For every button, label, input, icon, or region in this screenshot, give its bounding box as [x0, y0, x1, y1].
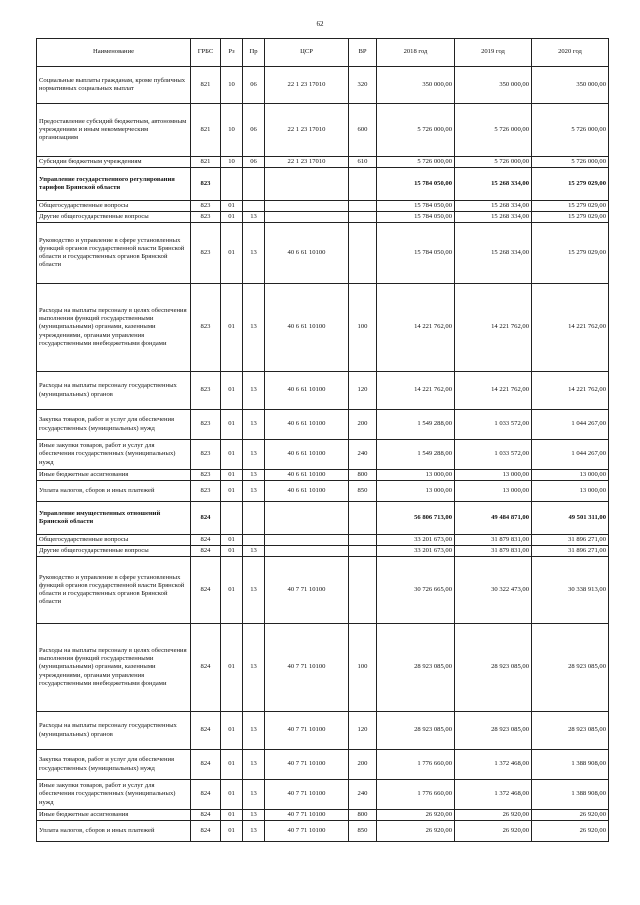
row-vr	[349, 168, 377, 201]
row-2020: 13 000,00	[532, 481, 609, 502]
row-csr: 40 7 71 10100	[265, 624, 349, 712]
table-row	[37, 712, 609, 750]
row-pr	[243, 201, 265, 212]
row-name: Субсидии бюджетным учреждениям	[37, 157, 191, 168]
row-grbs: 824	[191, 557, 221, 624]
row-vr: 850	[349, 821, 377, 842]
row-name: Управление имущественных отношений Брянской области	[37, 502, 191, 535]
row-csr: 40 6 61 10100	[265, 372, 349, 410]
row-2020: 15 279 029,00	[532, 223, 609, 284]
table-row	[37, 410, 609, 440]
row-2018: 14 221 762,00	[377, 372, 455, 410]
row-grbs: 824	[191, 750, 221, 780]
row-vr: 850	[349, 481, 377, 502]
row-2018: 1 776 660,00	[377, 780, 455, 810]
row-csr: 40 6 61 10100	[265, 470, 349, 481]
row-2019: 31 879 831,00	[455, 535, 532, 546]
row-name: Предоставление субсидий бюджетным, автономным учреждениям и иным некоммерческим организациям	[37, 104, 191, 157]
row-rz: 01	[221, 821, 243, 842]
table-row	[37, 470, 609, 481]
table-row	[37, 557, 609, 624]
row-2018: 33 201 673,00	[377, 546, 455, 557]
row-pr: 06	[243, 104, 265, 157]
row-grbs: 823	[191, 223, 221, 284]
row-2018: 28 923 085,00	[377, 712, 455, 750]
row-pr: 13	[243, 712, 265, 750]
row-2018: 30 726 665,00	[377, 557, 455, 624]
row-rz: 01	[221, 201, 243, 212]
row-rz: 01	[221, 372, 243, 410]
row-vr	[349, 546, 377, 557]
row-grbs: 821	[191, 67, 221, 104]
row-2018: 14 221 762,00	[377, 284, 455, 372]
row-pr: 13	[243, 821, 265, 842]
row-2019: 15 268 334,00	[455, 168, 532, 201]
row-vr: 800	[349, 810, 377, 821]
row-pr: 13	[243, 481, 265, 502]
row-grbs: 823	[191, 372, 221, 410]
row-csr	[265, 201, 349, 212]
table-row	[37, 546, 609, 557]
row-vr: 240	[349, 440, 377, 470]
row-2018: 28 923 085,00	[377, 624, 455, 712]
row-name: Закупка товаров, работ и услуг для обеспечения государственных (муниципальных) нужд	[37, 410, 191, 440]
row-rz: 01	[221, 440, 243, 470]
row-2018: 1 549 288,00	[377, 410, 455, 440]
row-2019: 13 000,00	[455, 481, 532, 502]
row-2018: 13 000,00	[377, 481, 455, 502]
row-csr: 40 6 61 10100	[265, 410, 349, 440]
row-name: Другие общегосударственные вопросы	[37, 212, 191, 223]
row-grbs: 823	[191, 481, 221, 502]
row-vr	[349, 201, 377, 212]
row-vr: 100	[349, 284, 377, 372]
row-2020: 5 726 000,00	[532, 157, 609, 168]
row-2018: 26 920,00	[377, 810, 455, 821]
row-name: Расходы на выплаты персоналу в целях обеспечения выполнения функций государственными (муниципальными) органами, казенными учреждениями, органами управления государственными внебюджетными фондами	[37, 284, 191, 372]
row-2019: 31 879 831,00	[455, 546, 532, 557]
row-rz: 01	[221, 212, 243, 223]
row-csr: 40 6 61 10100	[265, 284, 349, 372]
row-pr: 06	[243, 67, 265, 104]
row-vr: 120	[349, 372, 377, 410]
row-rz: 01	[221, 712, 243, 750]
row-vr	[349, 212, 377, 223]
row-2018: 33 201 673,00	[377, 535, 455, 546]
row-grbs: 824	[191, 780, 221, 810]
row-pr: 13	[243, 440, 265, 470]
row-rz: 01	[221, 546, 243, 557]
row-csr	[265, 212, 349, 223]
row-2020: 28 923 085,00	[532, 712, 609, 750]
row-vr: 610	[349, 157, 377, 168]
table-row	[37, 67, 609, 104]
header-name: Наименование	[37, 39, 191, 67]
row-name: Другие общегосударственные вопросы	[37, 546, 191, 557]
header-row	[37, 39, 609, 67]
row-2018: 5 726 000,00	[377, 157, 455, 168]
row-name: Расходы на выплаты персоналу в целях обеспечения выполнения функций государственными (муниципальными) органами, казенными учреждениями, органами управления государственными внебюджетными фондами	[37, 624, 191, 712]
budget-table	[36, 38, 609, 842]
row-name: Иные закупки товаров, работ и услуг для обеспечения государственных (муниципальных) нужд	[37, 440, 191, 470]
row-vr: 800	[349, 470, 377, 481]
row-rz: 01	[221, 481, 243, 502]
row-2020: 31 896 271,00	[532, 546, 609, 557]
row-vr: 320	[349, 67, 377, 104]
row-csr: 22 1 23 17010	[265, 104, 349, 157]
row-name: Уплата налогов, сборов и иных платежей	[37, 481, 191, 502]
row-csr: 40 7 71 10100	[265, 750, 349, 780]
row-grbs: 824	[191, 535, 221, 546]
row-grbs: 824	[191, 821, 221, 842]
row-2020: 5 726 000,00	[532, 104, 609, 157]
row-pr: 13	[243, 750, 265, 780]
header-grbs: ГРБС	[191, 39, 221, 67]
row-2018: 5 726 000,00	[377, 104, 455, 157]
row-name: Управление государственного регулирования тарифов Брянской области	[37, 168, 191, 201]
row-grbs: 824	[191, 810, 221, 821]
row-pr	[243, 502, 265, 535]
row-2019: 49 484 871,00	[455, 502, 532, 535]
row-grbs: 821	[191, 157, 221, 168]
row-csr: 40 7 71 10100	[265, 821, 349, 842]
row-2018: 15 784 050,00	[377, 201, 455, 212]
row-pr: 13	[243, 624, 265, 712]
row-csr	[265, 168, 349, 201]
row-pr: 13	[243, 470, 265, 481]
table-row	[37, 168, 609, 201]
row-pr: 13	[243, 410, 265, 440]
row-pr: 13	[243, 223, 265, 284]
row-pr	[243, 535, 265, 546]
row-name: Уплата налогов, сборов и иных платежей	[37, 821, 191, 842]
row-2020: 30 338 913,00	[532, 557, 609, 624]
header-csr: ЦСР	[265, 39, 349, 67]
row-2020: 1 388 908,00	[532, 750, 609, 780]
header-rz: Рз	[221, 39, 243, 67]
table-row	[37, 284, 609, 372]
row-vr: 200	[349, 410, 377, 440]
table-row	[37, 750, 609, 780]
row-csr: 40 6 61 10100	[265, 440, 349, 470]
table-row	[37, 535, 609, 546]
row-rz	[221, 502, 243, 535]
row-name: Закупка товаров, работ и услуг для обеспечения государственных (муниципальных) нужд	[37, 750, 191, 780]
header-pr: Пр	[243, 39, 265, 67]
row-pr: 13	[243, 780, 265, 810]
row-2019: 14 221 762,00	[455, 284, 532, 372]
row-csr	[265, 502, 349, 535]
row-2020: 28 923 085,00	[532, 624, 609, 712]
row-vr	[349, 502, 377, 535]
row-name: Общегосударственные вопросы	[37, 535, 191, 546]
row-pr: 13	[243, 810, 265, 821]
row-2018: 13 000,00	[377, 470, 455, 481]
row-vr	[349, 223, 377, 284]
row-2018: 15 784 050,00	[377, 212, 455, 223]
row-rz: 01	[221, 535, 243, 546]
row-name: Расходы на выплаты персоналу государственных (муниципальных) органов	[37, 712, 191, 750]
row-2020: 49 501 311,00	[532, 502, 609, 535]
row-pr: 13	[243, 372, 265, 410]
row-rz: 01	[221, 624, 243, 712]
row-2018: 56 806 713,00	[377, 502, 455, 535]
row-grbs: 823	[191, 440, 221, 470]
row-2020: 14 221 762,00	[532, 372, 609, 410]
row-2019: 1 033 572,00	[455, 440, 532, 470]
table-row	[37, 201, 609, 212]
row-2019: 14 221 762,00	[455, 372, 532, 410]
table-row	[37, 372, 609, 410]
row-rz: 01	[221, 284, 243, 372]
row-rz: 01	[221, 780, 243, 810]
table-row	[37, 104, 609, 157]
row-grbs: 821	[191, 104, 221, 157]
row-2019: 13 000,00	[455, 470, 532, 481]
row-2020: 350 000,00	[532, 67, 609, 104]
row-vr: 100	[349, 624, 377, 712]
row-2019: 15 268 334,00	[455, 201, 532, 212]
row-pr: 13	[243, 284, 265, 372]
row-csr: 40 7 71 10100	[265, 810, 349, 821]
row-2020: 15 279 029,00	[532, 201, 609, 212]
header-vr: ВР	[349, 39, 377, 67]
row-grbs: 823	[191, 470, 221, 481]
row-2018: 350 000,00	[377, 67, 455, 104]
row-2020: 31 896 271,00	[532, 535, 609, 546]
row-rz: 01	[221, 810, 243, 821]
page-number: 62	[316, 20, 324, 28]
row-vr	[349, 557, 377, 624]
header-2018: 2018 год	[377, 39, 455, 67]
table-row	[37, 502, 609, 535]
table-row	[37, 810, 609, 821]
row-csr: 22 1 23 17010	[265, 67, 349, 104]
row-2018: 1 776 660,00	[377, 750, 455, 780]
row-2020: 1 044 267,00	[532, 410, 609, 440]
row-rz: 01	[221, 410, 243, 440]
row-name: Иные бюджетные ассигнования	[37, 810, 191, 821]
row-2019: 28 923 085,00	[455, 624, 532, 712]
row-grbs: 824	[191, 712, 221, 750]
row-vr	[349, 535, 377, 546]
row-2020: 26 920,00	[532, 810, 609, 821]
row-csr: 40 6 61 10100	[265, 223, 349, 284]
row-2020: 1 388 908,00	[532, 780, 609, 810]
row-csr: 40 7 71 10100	[265, 712, 349, 750]
row-2019: 1 372 468,00	[455, 750, 532, 780]
row-2019: 15 268 334,00	[455, 212, 532, 223]
row-vr: 200	[349, 750, 377, 780]
row-csr: 40 6 61 10100	[265, 481, 349, 502]
row-rz: 01	[221, 750, 243, 780]
row-grbs: 823	[191, 284, 221, 372]
row-pr	[243, 168, 265, 201]
row-rz: 01	[221, 470, 243, 481]
row-rz: 01	[221, 557, 243, 624]
row-pr: 13	[243, 212, 265, 223]
row-grbs: 824	[191, 624, 221, 712]
row-csr: 22 1 23 17010	[265, 157, 349, 168]
row-grbs: 824	[191, 546, 221, 557]
row-2020: 13 000,00	[532, 470, 609, 481]
row-2018: 1 549 288,00	[377, 440, 455, 470]
row-grbs: 823	[191, 201, 221, 212]
row-rz: 10	[221, 67, 243, 104]
row-rz: 10	[221, 157, 243, 168]
row-grbs: 823	[191, 410, 221, 440]
row-2019: 30 322 473,00	[455, 557, 532, 624]
row-pr: 13	[243, 546, 265, 557]
table-row	[37, 780, 609, 810]
row-vr: 600	[349, 104, 377, 157]
row-2019: 26 920,00	[455, 821, 532, 842]
row-name: Иные бюджетные ассигнования	[37, 470, 191, 481]
row-vr: 120	[349, 712, 377, 750]
header-2020: 2020 год	[532, 39, 609, 67]
row-name: Руководство и управление в сфере установленных функций органов государственной власти Брянской области и государственных органов Брянской области	[37, 557, 191, 624]
row-2018: 15 784 050,00	[377, 223, 455, 284]
row-rz	[221, 168, 243, 201]
row-csr	[265, 546, 349, 557]
table-row	[37, 212, 609, 223]
row-csr: 40 7 71 10100	[265, 780, 349, 810]
row-2020: 1 044 267,00	[532, 440, 609, 470]
table-row	[37, 481, 609, 502]
row-2018: 26 920,00	[377, 821, 455, 842]
table-row	[37, 157, 609, 168]
row-grbs: 824	[191, 502, 221, 535]
row-name: Иные закупки товаров, работ и услуг для обеспечения государственных (муниципальных) нужд	[37, 780, 191, 810]
row-2019: 5 726 000,00	[455, 157, 532, 168]
row-2020: 26 920,00	[532, 821, 609, 842]
row-2019: 26 920,00	[455, 810, 532, 821]
row-2019: 350 000,00	[455, 67, 532, 104]
table-row	[37, 223, 609, 284]
row-pr: 06	[243, 157, 265, 168]
row-2019: 1 033 572,00	[455, 410, 532, 440]
table-row	[37, 624, 609, 712]
row-grbs: 823	[191, 168, 221, 201]
table-row	[37, 821, 609, 842]
row-2019: 5 726 000,00	[455, 104, 532, 157]
row-grbs: 823	[191, 212, 221, 223]
row-vr: 240	[349, 780, 377, 810]
row-rz: 01	[221, 223, 243, 284]
row-2020: 15 279 029,00	[532, 168, 609, 201]
row-csr: 40 7 71 10100	[265, 557, 349, 624]
row-2019: 15 268 334,00	[455, 223, 532, 284]
row-name: Общегосударственные вопросы	[37, 201, 191, 212]
row-2020: 15 279 029,00	[532, 212, 609, 223]
table-row	[37, 440, 609, 470]
row-2019: 28 923 085,00	[455, 712, 532, 750]
row-csr	[265, 535, 349, 546]
row-pr: 13	[243, 557, 265, 624]
row-2018: 15 784 050,00	[377, 168, 455, 201]
row-name: Руководство и управление в сфере установленных функций органов государственной власти Брянской области и государственных органов Брянской области	[37, 223, 191, 284]
row-2020: 14 221 762,00	[532, 284, 609, 372]
row-rz: 10	[221, 104, 243, 157]
row-2019: 1 372 468,00	[455, 780, 532, 810]
header-2019: 2019 год	[455, 39, 532, 67]
row-name: Социальные выплаты гражданам, кроме публичных нормативных социальных выплат	[37, 67, 191, 104]
row-name: Расходы на выплаты персоналу государственных (муниципальных) органов	[37, 372, 191, 410]
